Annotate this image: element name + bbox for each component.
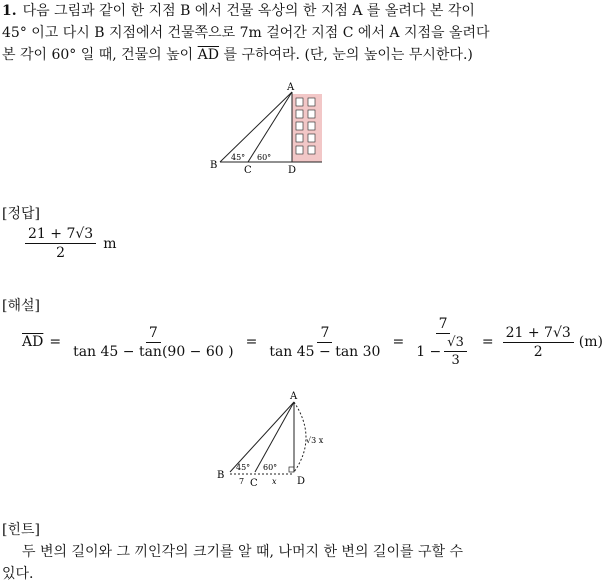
- fraction-4-den: 2: [533, 343, 543, 360]
- point-a-2: A: [290, 391, 298, 402]
- equals-3: =: [392, 334, 405, 350]
- fraction-2-den: tan 45 − tan 30: [269, 343, 381, 360]
- angle-45-label: 45°: [231, 153, 246, 162]
- answer-unit: m: [103, 235, 117, 252]
- point-b: B: [210, 160, 218, 171]
- answer-denominator: 2: [56, 245, 66, 261]
- segment-cd-label: x: [272, 477, 277, 486]
- point-c-2: C: [250, 478, 258, 489]
- right-angle-mark: [289, 467, 294, 472]
- point-b-2: B: [217, 470, 225, 481]
- point-c: C: [244, 165, 252, 176]
- line-ba: [220, 92, 292, 162]
- angle-45-label-2: 45°: [236, 463, 251, 472]
- fraction-2-num: 7: [317, 325, 332, 343]
- fraction-2: [266, 325, 383, 360]
- angle-60-label: 60°: [257, 153, 272, 162]
- fraction-1: [70, 325, 237, 360]
- question-line-1: [2, 3, 475, 19]
- fraction-1-num: 7: [146, 325, 161, 343]
- point-d-2: D: [297, 476, 306, 487]
- segment-ad: $\overline{AD}$: [197, 47, 220, 63]
- figure-building-1: [200, 78, 330, 178]
- question-number: 1.: [2, 3, 17, 19]
- equals-2: =: [245, 334, 258, 350]
- fraction-3-sub-num: √3: [444, 335, 467, 352]
- question-text-1: 다음 그림과 같이 한 지점 B 에서 건물 옥상의 한 지점 A 를 올려다 본 각이: [22, 3, 475, 19]
- segment-bc-label: 7: [239, 477, 245, 486]
- segment-ad-label: √3 x: [306, 436, 324, 445]
- fraction-3-sub-den: 3: [451, 353, 460, 368]
- fraction-3-den: [413, 334, 473, 368]
- fraction-3-num: 7: [436, 316, 451, 334]
- question-text-3a: 본 각이 60° 일 때, 건물의 높이: [2, 47, 194, 63]
- question-text-3b: 를 구하여라. (단, 눈의 높이는 무시한다.): [223, 47, 473, 63]
- equals-4: =: [481, 334, 494, 350]
- fraction-3-den-a: 1 −: [416, 343, 442, 360]
- solution-equation: [22, 316, 603, 368]
- line-ca-2: [255, 402, 294, 472]
- answer-label: [정답]: [2, 206, 40, 222]
- figure-triangle-2: [210, 388, 330, 493]
- fraction-3: [413, 316, 473, 368]
- fraction-3-sub: [444, 335, 467, 368]
- solution-unit: (m): [578, 334, 603, 350]
- hint-label: [힌트]: [2, 522, 40, 538]
- answer-expression: [22, 226, 116, 261]
- angle-60-label-2: 60°: [263, 463, 278, 472]
- question-line-2: 45° 이고 다시 B 지점에서 건물쪽으로 7m 걸어간 지점 C 에서 A 지점을 올려다: [2, 25, 490, 41]
- point-a: A: [287, 82, 295, 93]
- equals-1: =: [49, 334, 62, 350]
- fraction-4: [503, 325, 574, 360]
- arc-ad: [294, 402, 306, 472]
- line-ba-2: [230, 402, 294, 472]
- solution-label: [해설]: [2, 298, 40, 314]
- fraction-1-den: tan 45 − tan(90 − 60 ): [73, 343, 234, 360]
- fraction-4-num: 21 + 7√3: [503, 325, 574, 343]
- answer-fraction: [25, 226, 96, 261]
- point-d: D: [288, 165, 297, 176]
- hint-line-2: 있다.: [2, 566, 34, 582]
- answer-numerator: 21 + 7√3: [25, 226, 96, 244]
- hint-line-1: 두 변의 길이와 그 끼인각의 크기를 알 때, 나머지 한 변의 길이를 구할 수: [22, 544, 463, 560]
- question-line-3: [2, 47, 473, 63]
- solution-ad: $\overline{AD}$: [22, 334, 44, 350]
- line-ca: [248, 92, 292, 162]
